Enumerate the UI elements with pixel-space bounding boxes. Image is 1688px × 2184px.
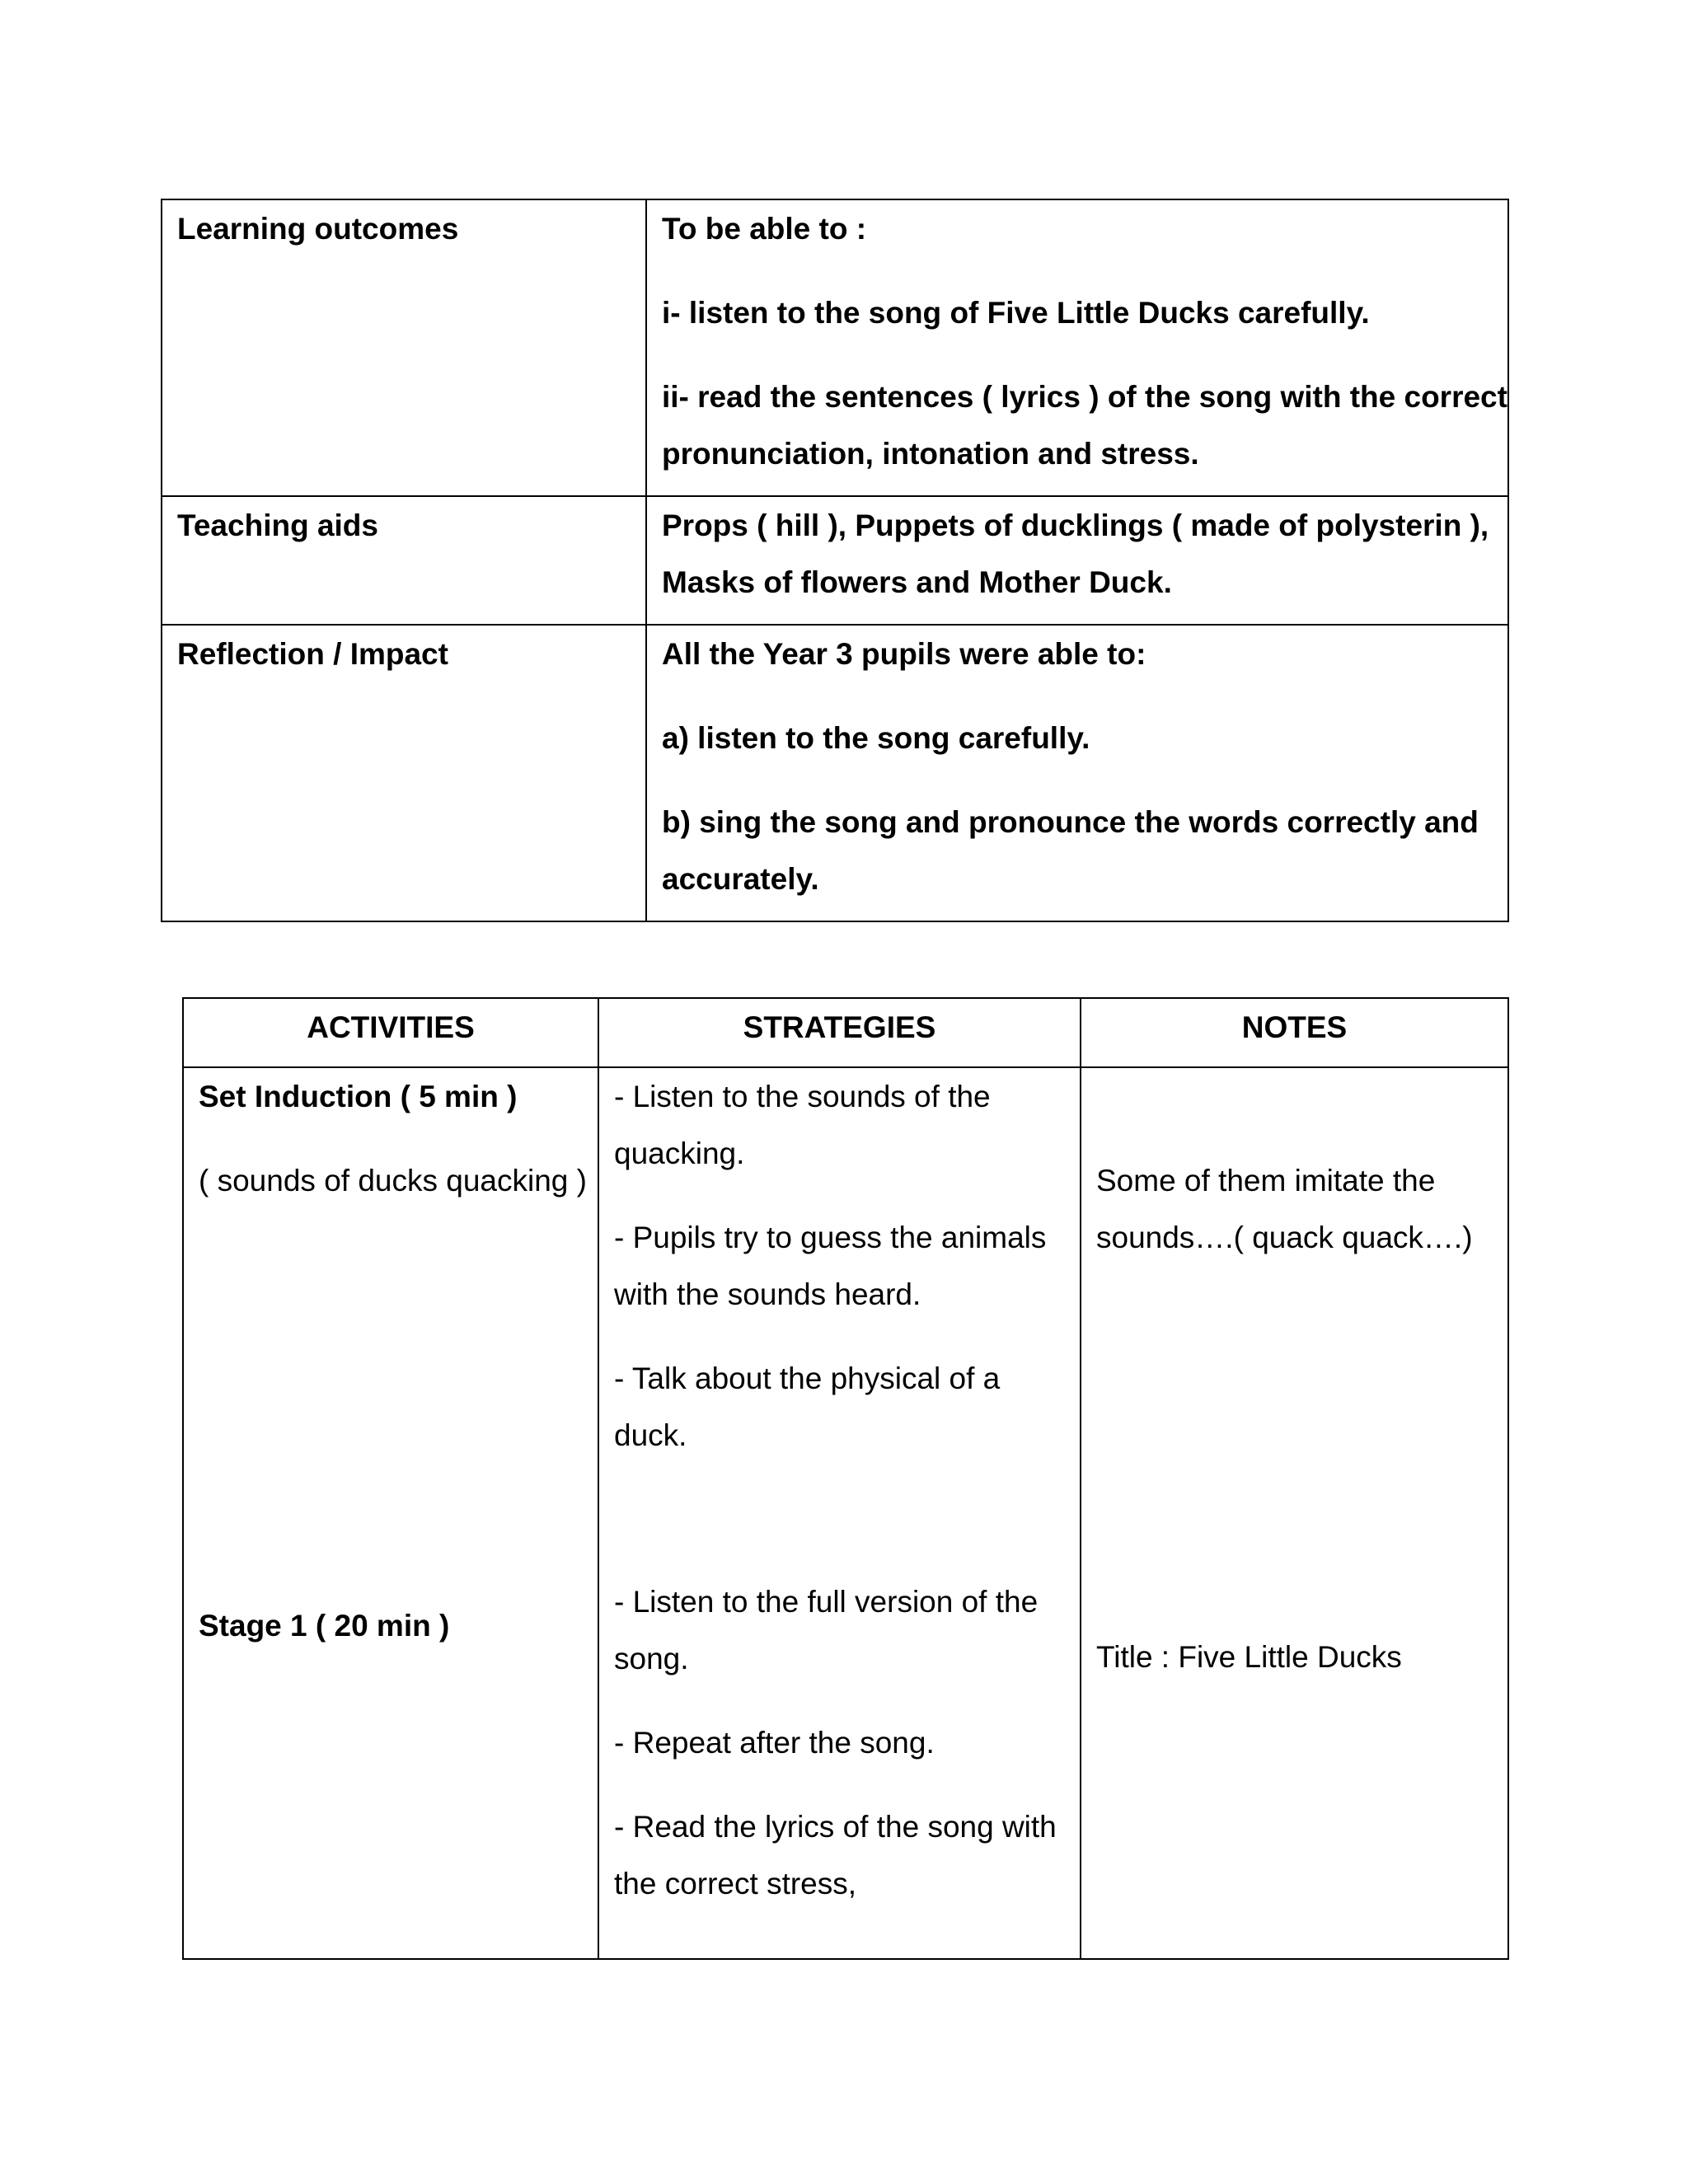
stage-1-note: Title : Five Little Ducks — [1096, 1640, 1402, 1674]
strategy-item: - Listen to the sounds of the quacking. — [614, 1080, 991, 1170]
set-induction-detail: ( sounds of ducks quacking ) — [199, 1164, 587, 1197]
table-row — [183, 1067, 1508, 1959]
set-induction-note: Some of them imitate the sounds….( quack quack….) — [1096, 1164, 1473, 1254]
learning-outcomes-line: To be able to : — [662, 212, 867, 246]
teaching-aids-label: Teaching aids — [162, 496, 646, 625]
strategy-item: - Pupils try to guess the animals with the sounds heard. — [614, 1221, 1047, 1311]
table-row — [162, 199, 1508, 496]
strategy-item: - Read the lyrics of the song with the correct stress, — [614, 1810, 1057, 1900]
learning-outcomes-line: i- listen to the song of Five Little Ducks carefully. — [662, 296, 1370, 330]
spacer — [1096, 1068, 1507, 1152]
teaching-aids-value — [646, 496, 1508, 625]
lesson-info-table — [161, 199, 1509, 922]
learning-outcomes-line: ii- read the sentences ( lyrics ) of the song with the correct pronunciation, intonation and stress. — [662, 380, 1507, 471]
activities-header: ACTIVITIES — [183, 998, 598, 1067]
teaching-aids-line: Props ( hill ), Puppets of ducklings ( made of polysterin ), Masks of flowers and Mother Duck. — [662, 509, 1489, 599]
reflection-line: a) listen to the song carefully. — [662, 721, 1090, 755]
learning-outcomes-label: Learning outcomes — [162, 199, 646, 496]
set-induction-title: Set Induction ( 5 min ) — [199, 1080, 518, 1113]
notes-header: NOTES — [1081, 998, 1508, 1067]
strategies-header: STRATEGIES — [598, 998, 1081, 1067]
learning-outcomes-value — [646, 199, 1508, 496]
spacer — [614, 1491, 1080, 1573]
reflection-impact-value — [646, 625, 1508, 921]
reflection-impact-label: Reflection / Impact — [162, 625, 646, 921]
notes-cell — [1081, 1067, 1508, 1959]
table-row — [162, 625, 1508, 921]
strategy-item: - Listen to the full version of the song. — [614, 1585, 1039, 1675]
strategies-cell — [598, 1067, 1081, 1959]
table-row — [162, 496, 1508, 625]
table-header-row — [183, 998, 1508, 1067]
reflection-line: All the Year 3 pupils were able to: — [662, 637, 1146, 671]
activities-cell — [183, 1067, 598, 1959]
activities-table — [182, 997, 1509, 1960]
reflection-line: b) sing the song and pronounce the words correctly and accurately. — [662, 805, 1479, 896]
strategy-item: - Repeat after the song. — [614, 1726, 935, 1760]
spacer — [199, 1236, 598, 1597]
strategy-item: - Talk about the physical of a duck. — [614, 1361, 1001, 1452]
spacer — [1096, 1293, 1507, 1629]
stage-1-title: Stage 1 ( 20 min ) — [199, 1609, 450, 1643]
